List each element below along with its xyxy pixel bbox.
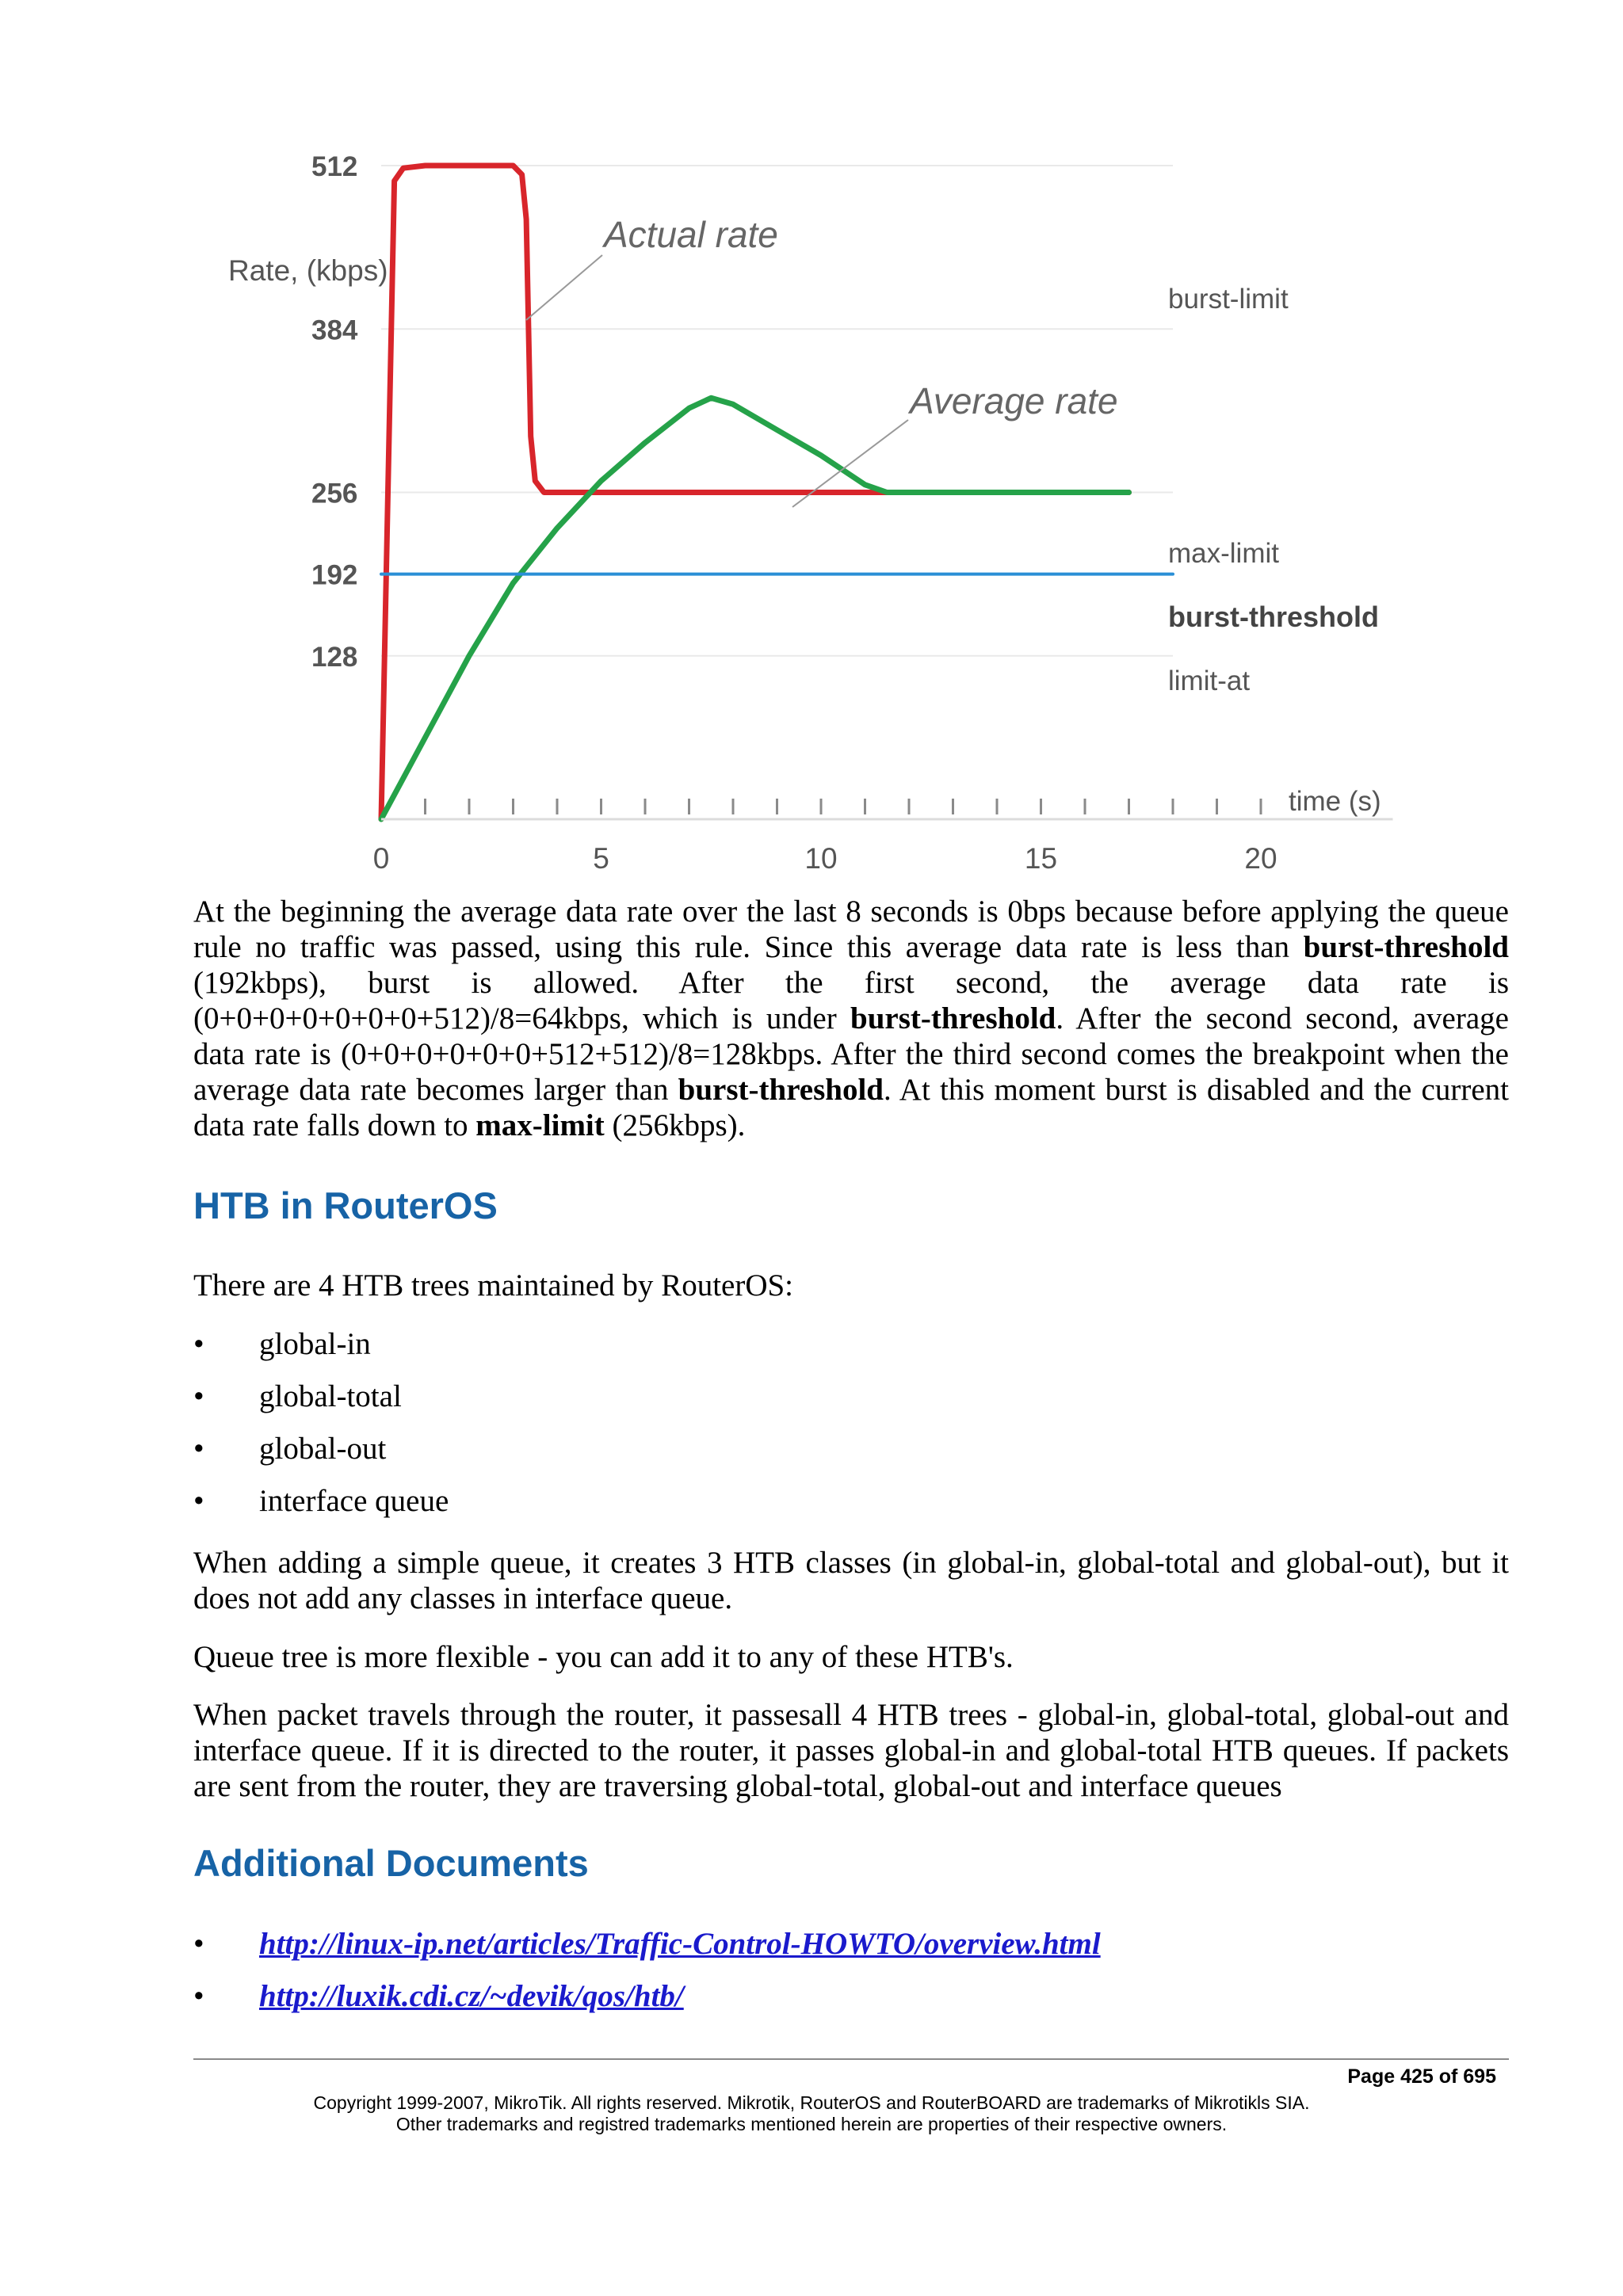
footer-divider	[193, 2058, 1509, 2060]
list-item-text: global-total	[259, 1379, 402, 1413]
label-max-limit: max-limit	[1168, 538, 1279, 569]
paragraph-simple-queue: When adding a simple queue, it creates 3 HTB classes (in global-in, global-total and global-out), but it does not add any classes in interface queue.	[193, 1546, 1509, 1615]
series-average-rate	[381, 398, 1129, 819]
bullet: •	[193, 1484, 204, 1518]
heading-additional-documents: Additional Documents	[193, 1842, 589, 1884]
y-tick-label: 384	[311, 315, 358, 346]
bullet: •	[193, 1927, 204, 1961]
list-item-text: global-in	[259, 1327, 371, 1361]
paragraph-queue-tree: Queue tree is more flexible - you can add it to any of these HTB's.	[193, 1640, 1014, 1674]
paragraph-packet-travel: When packet travels through the router, it passesall 4 HTB trees - global-in, global-total, global-out and interface queue. If it is directed to the router, it passes global-in and global-total HTB queues. If packets are sent from the router, they are traversing global-total, global-out and interface queues	[193, 1698, 1509, 1803]
list-item	[193, 1326, 1509, 1362]
label-limit-at: limit-at	[1168, 666, 1251, 696]
term-burst-threshold: burst-threshold	[1303, 930, 1509, 964]
label-burst-threshold: burst-threshold	[1168, 601, 1379, 633]
term-burst-threshold: burst-threshold	[678, 1073, 884, 1107]
list-item	[193, 1431, 1509, 1466]
x-tick-label: 0	[372, 842, 390, 875]
y-tick-label: 128	[311, 641, 358, 673]
list-item-text: global-out	[259, 1432, 387, 1466]
text-span: (256kbps).	[604, 1108, 746, 1142]
label-burst-limit: burst-limit	[1168, 284, 1289, 315]
y-axis-label: Rate, (kbps)	[228, 254, 388, 287]
term-max-limit: max-limit	[475, 1108, 605, 1142]
x-tick-label: 10	[804, 842, 838, 875]
text-span: At the beginning the average data rate over the last 8 seconds is 0bps because before applying the queue rule no traffic was passed, using this rule. Since this average data rate is less than	[193, 894, 1509, 964]
page-number: Page 425 of 695	[1347, 2065, 1496, 2088]
annotation-average-rate: Average rate	[910, 380, 1118, 421]
annotation-actual-pointer	[526, 255, 602, 320]
list-item	[193, 1379, 1509, 1414]
list-item-text: interface queue	[259, 1484, 449, 1518]
x-axis-label: time (s)	[1289, 786, 1381, 817]
annotation-actual-rate: Actual rate	[604, 214, 778, 255]
text-span: (192kbps), burst is allowed. After the first second, the average data rate is (0+0+0+0+0+0+0+512)/8=64kbps, which is under	[193, 966, 1509, 1035]
bullet: •	[193, 1432, 204, 1466]
link-devik-htb[interactable]: http://luxik.cdi.cz/~devik/qos/htb/	[259, 1979, 684, 2013]
paragraph-burst-explanation	[193, 894, 1509, 1143]
list-item	[193, 1978, 1509, 2014]
heading-htb-in-routeros: HTB in RouterOS	[193, 1184, 498, 1226]
bullet: •	[193, 1979, 204, 2013]
copyright-line-1: Copyright 1999-2007, MikroTik. All rights reserved. Mikrotik, RouterOS and RouterBOARD are trademarks of Mikrotikls SIA.	[313, 2092, 1310, 2113]
copyright-line-2: Other trademarks and registred trademarks mentioned herein are properties of their respective owners.	[395, 2114, 1228, 2134]
list-item	[193, 1926, 1509, 1962]
paragraph-htb-trees: There are 4 HTB trees maintained by RouterOS:	[193, 1268, 794, 1302]
y-tick-label: 512	[311, 151, 358, 183]
y-tick-label: 192	[311, 559, 358, 591]
x-tick-label: 15	[1024, 842, 1058, 875]
term-burst-threshold: burst-threshold	[850, 1001, 1056, 1035]
bullet: •	[193, 1379, 204, 1413]
link-traffic-control-howto[interactable]: http://linux-ip.net/articles/Traffic-Control-HOWTO/overview.html	[259, 1927, 1101, 1961]
list-item	[193, 1483, 1509, 1519]
text-span: . At this moment burst is disabled and the current data rate falls down to	[193, 1073, 1509, 1142]
bullet: •	[193, 1327, 204, 1361]
x-tick-label: 20	[1244, 842, 1277, 875]
x-tick-label: 5	[593, 842, 609, 875]
rate-chart	[0, 0, 1623, 887]
y-tick-label: 256	[311, 478, 358, 509]
text-span: . After the second second, average data rate is (0+0+0+0+0+0+512+512)/8=128kbps. After the third second comes the breakpoint when the average data rate becomes larger than	[193, 1001, 1509, 1107]
